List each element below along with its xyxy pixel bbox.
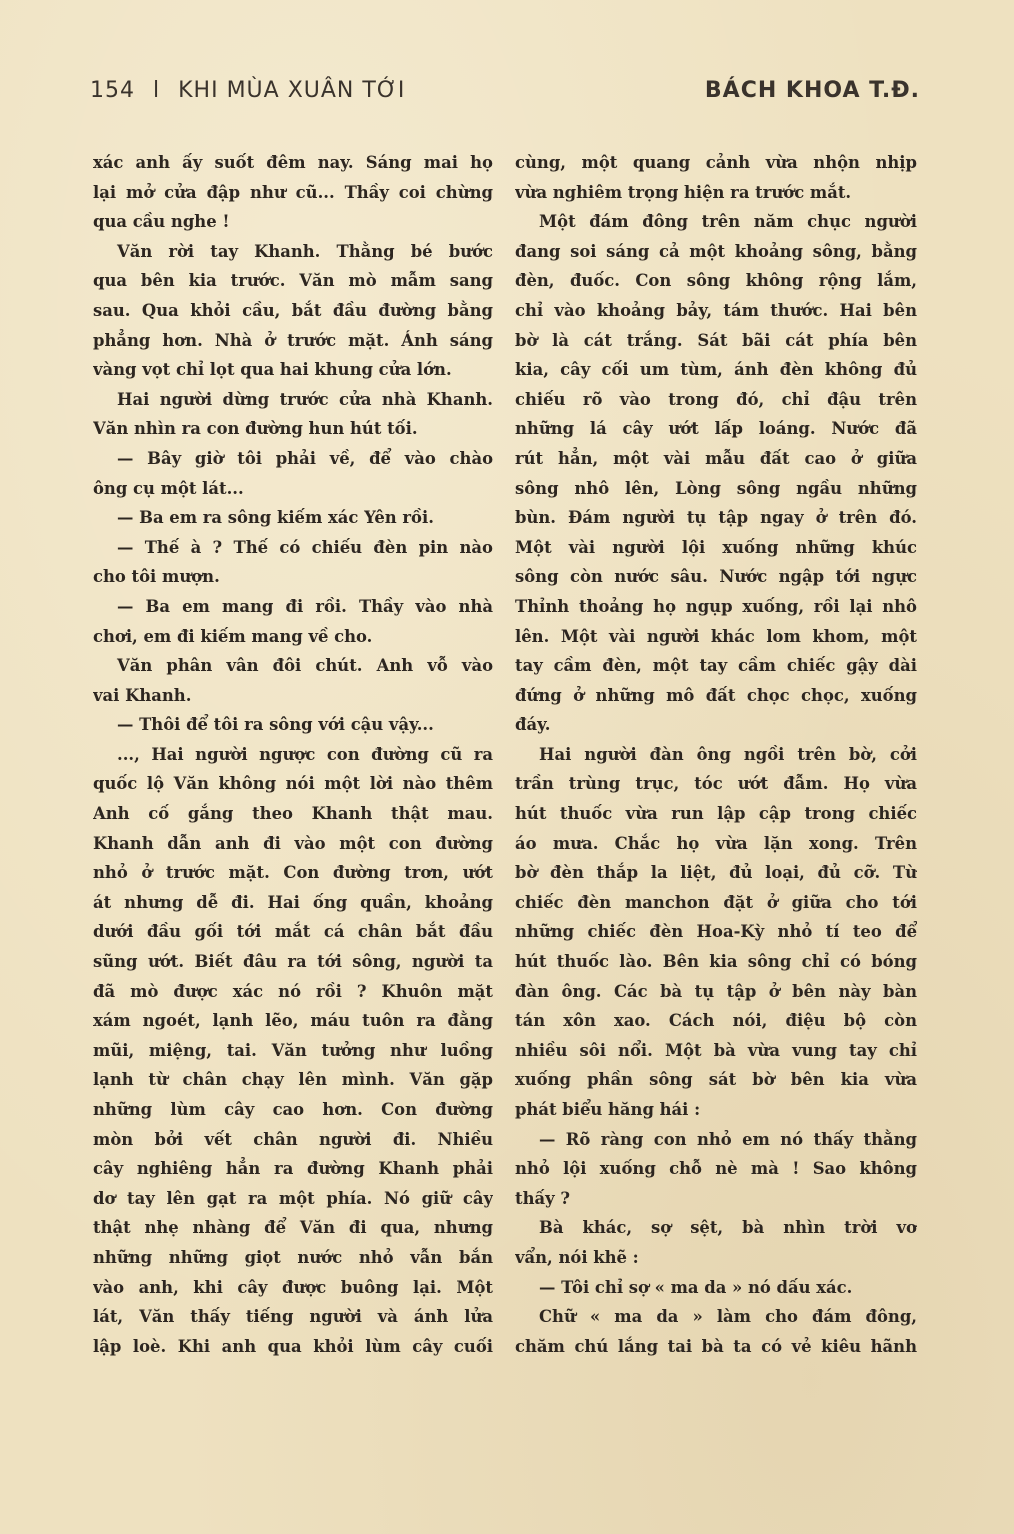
text-line: sông nhô lên, Lòng sông ngầu những (515, 478, 917, 498)
page-number: 154 (90, 78, 135, 103)
text-line: Chữ « ma da » làm cho đám đông, (539, 1307, 917, 1327)
text-line: đáy. (515, 715, 551, 735)
text-line: át nhưng dễ đi. Hai ống quần, khoảng (93, 892, 493, 912)
text-line: Khanh dẫn anh đi vào một con đường (93, 833, 493, 853)
text-line: sũng ướt. Biết đâu ra tới sông, người ta (93, 952, 493, 972)
text-line: những lùm cây cao hơn. Con đường (93, 1100, 493, 1119)
text-line: Thỉnh thoảng họ ngụp xuống, rồi lại nhô (515, 596, 917, 616)
text-line: qua cầu nghe ! (93, 212, 230, 232)
text-line: xám ngoét, lạnh lẽo, máu tuôn ra đằng (93, 1011, 493, 1031)
text-line: lập loè. Khi anh qua khỏi lùm cây cuối (93, 1336, 493, 1356)
text-line: rút hẳn, một vài mẫu đất cao ở giữa (515, 448, 917, 468)
text-line: thật nhẹ nhàng để Văn đi qua, nhưng (93, 1218, 493, 1238)
text-line: — Bây giờ tôi phải về, để vào chào (117, 448, 493, 468)
text-line: bùn. Đám người tụ tập ngay ở trên đó. (515, 508, 917, 528)
text-line: lên. Một vài người khác lom khom, một (515, 626, 917, 646)
text-line: kia, cây cối um tùm, ánh đèn không đủ (515, 360, 917, 380)
text-line: cây nghiêng hẳn ra đường Khanh phải (93, 1159, 493, 1179)
text-line: dưới đầu gối tới mắt cá chân bắt đầu (93, 922, 493, 942)
text-line: chỉ vào khoảng bảy, tám thước. Hai bên (515, 300, 917, 320)
text-line: vàng vọt chỉ lọt qua hai khung cửa lớn. (93, 360, 452, 380)
text-line: tán xôn xao. Cách nói, điệu bộ còn (515, 1011, 917, 1031)
text-line: bờ là cát trắng. Sát bãi cát phía bên (515, 330, 917, 350)
text-line: đang soi sáng cả một khoảng sông, bằng (515, 241, 917, 261)
text-line: qua bên kia trước. Văn mò mẫm sang (93, 271, 493, 291)
text-line: những lá cây ướt lấp loáng. Nước đã (515, 419, 917, 439)
text-line: Văn rời tay Khanh. Thằng bé bước (117, 241, 493, 261)
running-header (90, 78, 920, 114)
text-line: xuống phần sông sát bờ bên kia vừa (515, 1070, 917, 1090)
text-line: vai Khanh. (93, 685, 192, 705)
text-line: đèn, đuốc. Con sông không rộng lắm, (515, 271, 917, 291)
text-line: những chiếc đèn Hoa-Kỳ nhỏ tí teo để (515, 922, 917, 942)
text-line: chiếc đèn manchon đặt ở giữa cho tới (515, 892, 917, 912)
text-line: nhiều sôi nổi. Một bà vừa vung tay chỉ (515, 1040, 917, 1060)
text-line: sau. Qua khỏi cầu, bắt đầu đường bằng (93, 300, 493, 320)
text-line: Một đám đông trên năm chục người (539, 212, 917, 232)
text-line: dơ tay lên gạt ra một phía. Nó giữ cây (93, 1188, 493, 1208)
right-text-column (515, 148, 917, 1361)
text-line: Hai người đàn ông ngồi trên bờ, cởi (539, 744, 917, 764)
header-left (90, 78, 415, 103)
text-line: hút thuốc lào. Bên kia sông chỉ có bóng (515, 952, 917, 972)
text-line: đứng ở những mô đất chọc chọc, xuống (515, 685, 917, 705)
text-line: Văn nhìn ra con đường hun hút tối. (93, 419, 418, 439)
text-line: mũi, miệng, tai. Văn tưởng như luồng (93, 1040, 493, 1060)
text-line: ..., Hai người ngược con đường cũ ra (117, 744, 493, 764)
text-line: ông cụ một lát... (93, 478, 244, 498)
text-line: thấy ? (515, 1188, 570, 1208)
text-line: nhỏ lội xuống chỗ nè mà ! Sao không (515, 1159, 917, 1179)
text-line: vẩn, nói khẽ : (515, 1247, 639, 1267)
text-line: Anh cố gắng theo Khanh thật mau. (93, 804, 493, 824)
text-line: nhỏ ở trước mặt. Con đường trơn, ướt (93, 863, 493, 883)
text-line: Một vài người lội xuống những khúc (515, 537, 917, 557)
text-line: cùng, một quang cảnh vừa nhộn nhịp (515, 153, 917, 172)
text-line: Văn phân vân đôi chút. Anh vỗ vào (117, 656, 493, 676)
text-line: hút thuốc vừa run lập cập trong chiếc (515, 804, 917, 824)
left-text-column (93, 148, 493, 1361)
text-line: lại mở cửa đập như cũ... Thầy coi chừng (93, 182, 493, 202)
text-line: áo mưa. Chắc họ vừa lặn xong. Trên (515, 833, 917, 853)
text-line: phát biểu hăng hái : (515, 1100, 701, 1119)
text-line: những những giọt nước nhỏ vẫn bắn (93, 1247, 493, 1267)
text-line: lạnh từ chân chạy lên mình. Văn gặp (93, 1070, 493, 1090)
magazine-title: BÁCH KHOA T.Đ. (704, 78, 920, 103)
text-line: sông còn nước sâu. Nước ngập tới ngực (515, 567, 917, 587)
text-line: Bà khác, sợ sệt, bà nhìn trời vơ (539, 1218, 917, 1238)
text-line: đã mò được xác nó rồi ? Khuôn mặt (93, 981, 493, 1001)
text-line: tay cầm đèn, một tay cầm chiếc gậy dài (515, 656, 917, 676)
text-line: vào anh, khi cây được buông lại. Một (93, 1277, 493, 1297)
text-line: chơi, em đi kiếm mang về cho. (93, 626, 373, 646)
text-line: lát, Văn thấy tiếng người và ánh lửa (93, 1307, 493, 1327)
text-line: đàn ông. Các bà tụ tập ở bên này bàn (515, 981, 917, 1001)
text-line: mòn bởi vết chân người đi. Nhiều (93, 1129, 493, 1149)
text-line: — Rõ ràng con nhỏ em nó thấy thằng (539, 1129, 917, 1149)
section-title: KHI MÙA XUÂN TỚI (178, 78, 406, 103)
text-line: quốc lộ Văn không nói một lời nào thêm (93, 774, 493, 794)
text-line: — Ba em mang đi rồi. Thầy vào nhà (117, 596, 493, 616)
text-line: trần trùng trục, tóc ướt đẫm. Họ vừa (515, 774, 917, 794)
text-line: chiếu rõ vào trong đó, chỉ đậu trên (515, 389, 917, 409)
text-line: cho tôi mượn. (93, 567, 220, 587)
text-line: vừa nghiêm trọng hiện ra trước mắt. (515, 182, 852, 202)
text-line: — Tôi chỉ sợ « ma da » nó dấu xác. (539, 1277, 853, 1297)
text-line: Hai người dừng trước cửa nhà Khanh. (117, 389, 493, 409)
header-separator: l (153, 78, 161, 103)
text-line: bờ đèn thắp la liệt, đủ loại, đủ cỡ. Từ (515, 863, 917, 883)
text-line: phẳng hơn. Nhà ở trước mặt. Ánh sáng (93, 330, 493, 350)
text-line: — Ba em ra sông kiếm xác Yên rồi. (117, 508, 434, 528)
text-line: — Thôi để tôi ra sông với cậu vậy... (117, 715, 434, 735)
text-line: chăm chú lắng tai bà ta có vẻ kiêu hãnh (515, 1336, 917, 1356)
text-line: — Thế à ? Thế có chiếu đèn pin nào (117, 537, 493, 557)
text-line: xác anh ấy suốt đêm nay. Sáng mai họ (93, 153, 493, 172)
